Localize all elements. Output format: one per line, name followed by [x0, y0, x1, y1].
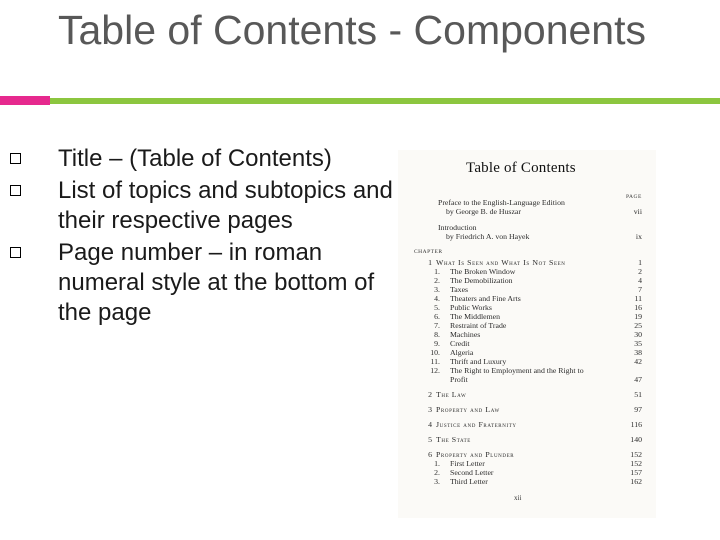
toc-entry-page: 2	[638, 267, 642, 276]
toc-entry-page: 157	[630, 468, 642, 477]
slide-title: Table of Contents - Components	[58, 7, 646, 53]
toc-entry-number: 7.	[434, 321, 440, 330]
toc-entry-number: 6	[428, 450, 432, 459]
square-bullet-icon	[10, 247, 21, 258]
toc-entry-number: 3.	[434, 477, 440, 486]
toc-entry-number: 3.	[434, 285, 440, 294]
toc-entry-page: 19	[634, 312, 642, 321]
toc-subtopic-row	[398, 477, 642, 487]
toc-entry-title: Third Letter	[450, 477, 488, 486]
front-matter-text: Introduction	[438, 223, 477, 232]
toc-entry-page: 1	[638, 258, 642, 267]
toc-entry-page: 4	[638, 276, 642, 285]
bullet-item	[10, 144, 395, 174]
toc-entry-page: 152	[630, 450, 642, 459]
toc-entry-number: 8.	[434, 330, 440, 339]
title-accent-pink-bar	[0, 96, 50, 105]
toc-entry-number: 2.	[434, 468, 440, 477]
bullet-text: List of topics and subtopics and their respective pages	[58, 177, 393, 234]
toc-entry-title: The Law	[436, 390, 467, 399]
toc-chapter-row	[398, 405, 642, 415]
toc-entry-page: 42	[634, 357, 642, 366]
scanned-toc-heading: Table of Contents	[466, 160, 576, 176]
toc-chapter-row	[398, 435, 642, 445]
toc-entry-page: 97	[634, 405, 642, 414]
toc-entry-title: Justice and Fraternity	[436, 420, 517, 429]
toc-entry-title: The State	[436, 435, 471, 444]
page-column-label: PAGE	[626, 194, 642, 200]
square-bullet-icon	[10, 185, 21, 196]
toc-entry-number: 5.	[434, 303, 440, 312]
toc-entry-number: 1.	[434, 459, 440, 468]
toc-entry-number: 3	[428, 405, 432, 414]
toc-entry-title: Property and Plunder	[436, 450, 515, 459]
toc-entry-page: 116	[630, 420, 642, 429]
toc-entry-page: 38	[634, 348, 642, 357]
toc-entry-title: Algeria	[450, 348, 474, 357]
toc-entry-number: 6.	[434, 312, 440, 321]
toc-entry-title: The Right to Employment and the Right to	[450, 366, 584, 375]
toc-entry-page: 30	[634, 330, 642, 339]
toc-entry-number: 4.	[434, 294, 440, 303]
toc-entry-title: Credit	[450, 339, 470, 348]
toc-chapter-row	[398, 420, 642, 430]
toc-entry-number: 11.	[430, 357, 440, 366]
toc-entry-number: 10.	[430, 348, 440, 357]
toc-subtopic-row	[398, 375, 642, 385]
bullet-list	[10, 144, 395, 330]
toc-entry-page: 16	[634, 303, 642, 312]
toc-entry-title: Public Works	[450, 303, 492, 312]
front-matter-text: by George B. de Huszar	[446, 207, 521, 216]
toc-entry-title: The Broken Window	[450, 267, 516, 276]
toc-entry-title: Theaters and Fine Arts	[450, 294, 521, 303]
bullet-text: Title – (Table of Contents)	[58, 145, 332, 172]
toc-entry-number: 1.	[434, 267, 440, 276]
scanned-toc-image	[398, 150, 656, 518]
bullet-item	[10, 238, 395, 328]
front-matter-page: vii	[633, 207, 642, 216]
toc-entry-title: Second Letter	[450, 468, 494, 477]
toc-entry-number: 1	[428, 258, 432, 267]
toc-entry-title: Thrift and Luxury	[450, 357, 507, 366]
chapter-column-label: CHAPTER	[414, 249, 443, 255]
roman-page-number: xii	[514, 494, 522, 502]
toc-entry-page: 47	[634, 375, 642, 384]
front-matter-row	[398, 232, 642, 242]
toc-entry-page: 7	[638, 285, 642, 294]
toc-entry-page: 51	[634, 390, 642, 399]
square-bullet-icon	[10, 153, 21, 164]
toc-entry-title: Taxes	[450, 285, 469, 294]
toc-entry-title: The Middlemen	[450, 312, 501, 321]
toc-entry-page: 140	[630, 435, 642, 444]
toc-entry-title: What Is Seen and What Is Not Seen	[436, 258, 566, 267]
toc-entry-number: 2	[428, 390, 432, 399]
toc-entry-page: 162	[630, 477, 642, 486]
front-matter-page: ix	[635, 232, 642, 241]
toc-entry-page: 35	[634, 339, 642, 348]
toc-entry-page: 25	[634, 321, 642, 330]
toc-entry-number: 5	[428, 435, 432, 444]
toc-entry-title: Profit	[450, 375, 468, 384]
toc-entry-number: 12.	[430, 366, 440, 375]
title-accent-green-rule	[50, 98, 720, 104]
toc-entry-number: 9.	[434, 339, 440, 348]
toc-entry-title: First Letter	[450, 459, 485, 468]
toc-entry-number: 2.	[434, 276, 440, 285]
toc-entry-number: 4	[428, 420, 432, 429]
front-matter-text: by Friedrich A. von Hayek	[446, 232, 530, 241]
toc-entry-page: 11	[634, 294, 642, 303]
toc-entry-title: Property and Law	[436, 405, 500, 414]
front-matter-text: Preface to the English-Language Edition	[438, 198, 565, 207]
bullet-item	[10, 176, 395, 236]
bullet-text: Page number – in roman numeral style at the bottom of the page	[58, 239, 375, 326]
toc-chapter-row	[398, 390, 642, 400]
front-matter-row	[398, 207, 642, 217]
toc-entry-title: Machines	[450, 330, 481, 339]
toc-entry-page: 152	[630, 459, 642, 468]
toc-entry-title: Restraint of Trade	[450, 321, 507, 330]
toc-entry-title: The Demobilization	[450, 276, 513, 285]
